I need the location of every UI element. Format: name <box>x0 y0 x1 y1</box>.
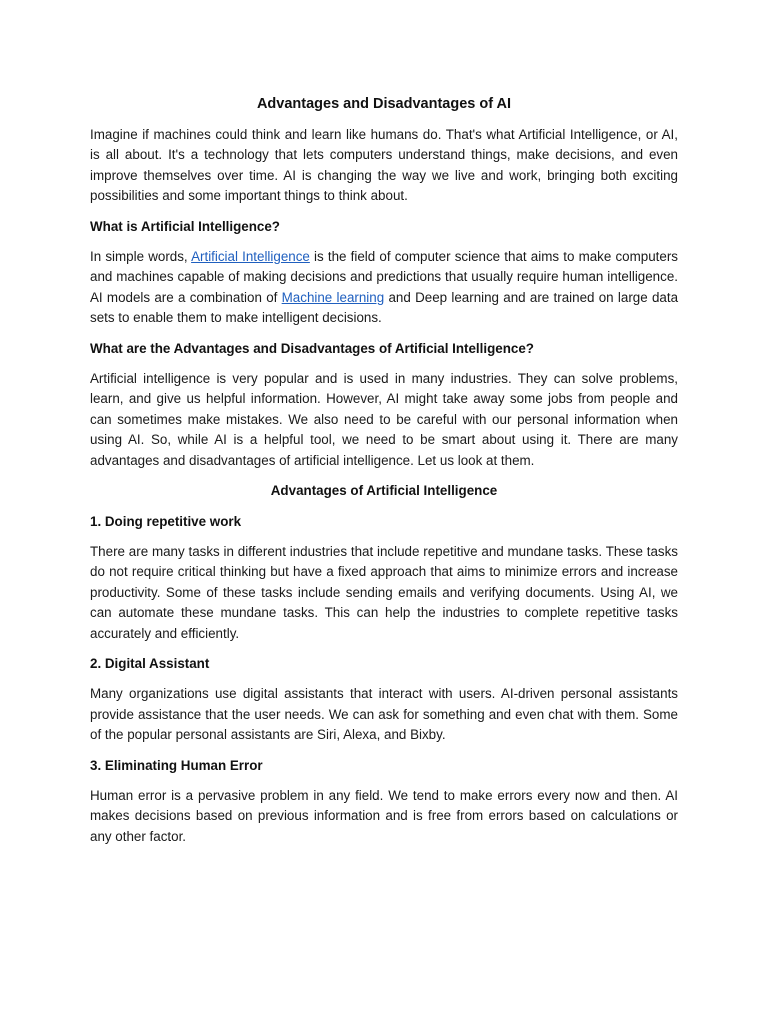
item-body-digital-assistant: Many organizations use digital assistants that interact with users. AI-driven personal assistants provide assistance that the user needs. We can ask for something and even chat with them. Some of the popular personal assistants are Siri, Alexa, and Bixby. <box>90 686 678 743</box>
advantages-heading: Advantages of Artificial Intelligence <box>270 483 498 499</box>
definition-text-start: In simple words, <box>90 249 192 265</box>
definition-text-end: and Deep learning and are trained on large data sets to enable them to make intelligent decisions. <box>90 289 679 326</box>
item-heading-digital-assistant: 2. Digital Assistant <box>90 655 210 671</box>
item-heading-repetitive-work: 1. Doing repetitive work <box>90 513 242 529</box>
intro-paragraph: Imagine if machines could think and learn like humans do. That's what Artificial Intelligence, or AI, is all about. It's a technology that lets computers understand things, make decisions, and even improve themselves over time. AI is changing the way we live and work, bringing both exciting possibilities and some important things to think about. <box>90 127 678 204</box>
artificial-intelligence-link[interactable]: Artificial Intelligence <box>191 249 310 265</box>
item-heading-human-error: 3. Eliminating Human Error <box>90 757 263 773</box>
definition-text-mid: is the field of computer science that aims to make computers and machines capable of making decisions and predictions that usually require human intelligence. AI models are a combination of <box>90 249 678 305</box>
document-title: Advantages and Disadvantages of AI <box>256 96 512 112</box>
definition-paragraph <box>90 247 678 329</box>
document-page <box>90 94 678 857</box>
overview-paragraph: Artificial intelligence is very popular and is used in many industries. They can solve problems, learn, and give us helpful information. However, AI might take away some jobs from people and can sometimes make mistakes. We also need to be careful with our personal information when using AI. So, while AI is a helpful tool, we need to be smart about using it. There are many advantages and disadvantages of artificial intelligence. Let us look at them. <box>90 371 678 468</box>
section-heading-advantages-disadvantages: What are the Advantages and Disadvantages of Artificial Intelligence? <box>90 340 534 356</box>
section-heading-what-is-ai: What is Artificial Intelligence? <box>90 218 280 234</box>
item-body-repetitive-work: There are many tasks in different industries that include repetitive and mundane tasks. These tasks do not require critical thinking but have a fixed approach that aims to minimize errors and increase productivity. Some of these tasks include sending emails and verifying documents. Using AI, we can automate these mundane tasks. This can help the industries to complete repetitive tasks accurately and efficiently. <box>90 543 678 641</box>
item-body-human-error: Human error is a pervasive problem in any field. We tend to make errors every now and then. AI makes decisions based on previous information and is free from errors based on calculations or any other factor. <box>90 787 678 844</box>
machine-learning-link[interactable]: Machine learning <box>281 289 385 305</box>
